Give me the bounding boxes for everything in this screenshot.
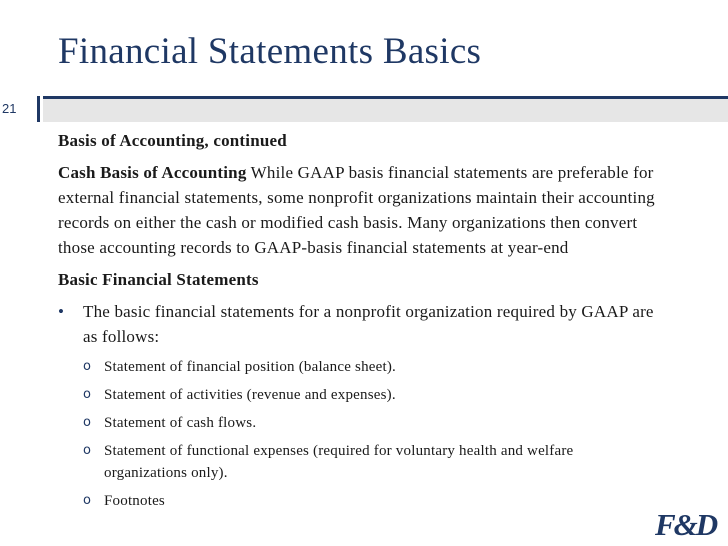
sub-list-item [58, 412, 658, 434]
sub-list-item [58, 440, 658, 484]
bullet-icon: • [58, 302, 65, 321]
circle-bullet-icon: o [83, 443, 92, 458]
slide-title: Financial Statements Basics [58, 31, 482, 72]
sub-list-item [58, 384, 658, 406]
circle-bullet-icon: o [83, 415, 92, 430]
sub-list-item [58, 356, 658, 378]
title-divider-band [43, 96, 728, 122]
sub-list-item [58, 490, 658, 512]
cash-basis-label: Cash Basis of Accounting [58, 163, 247, 182]
section-heading: Basis of Accounting, continued [58, 131, 287, 150]
sub-bullet-text: Statement of activities (revenue and expenses). [104, 387, 396, 403]
circle-bullet-icon: o [83, 493, 92, 508]
sub-bullet-text: Statement of financial position (balance sheet). [104, 359, 396, 375]
sub-bullet-text: Statement of functional expenses (required for voluntary health and welfare organizations only). [104, 443, 574, 481]
bullet-text: The basic financial statements for a nonprofit organization required by GAAP are as follows: [83, 302, 654, 346]
basic-statements-heading: Basic Financial Statements [58, 270, 259, 289]
circle-bullet-icon: o [83, 359, 92, 374]
slide-content [58, 128, 658, 518]
slide-number: 21 [2, 101, 17, 116]
fd-logo: F&D [655, 507, 717, 542]
cash-basis-text-line1: While GAAP basis financial statements are [246, 163, 554, 182]
cash-basis-paragraph [58, 160, 658, 260]
cash-basis-text-rest: preferable for external financial statements, some nonprofit organizations maintain their accounting records on either the cash or modified cash basis. Many organizations then convert those accounting records to GAAP-basis financial statements at year-end [58, 163, 655, 257]
circle-bullet-icon: o [83, 387, 92, 402]
list-item [58, 299, 658, 349]
sub-bullet-text: Footnotes [104, 493, 165, 509]
sub-bullet-text: Statement of cash flows. [104, 415, 257, 431]
